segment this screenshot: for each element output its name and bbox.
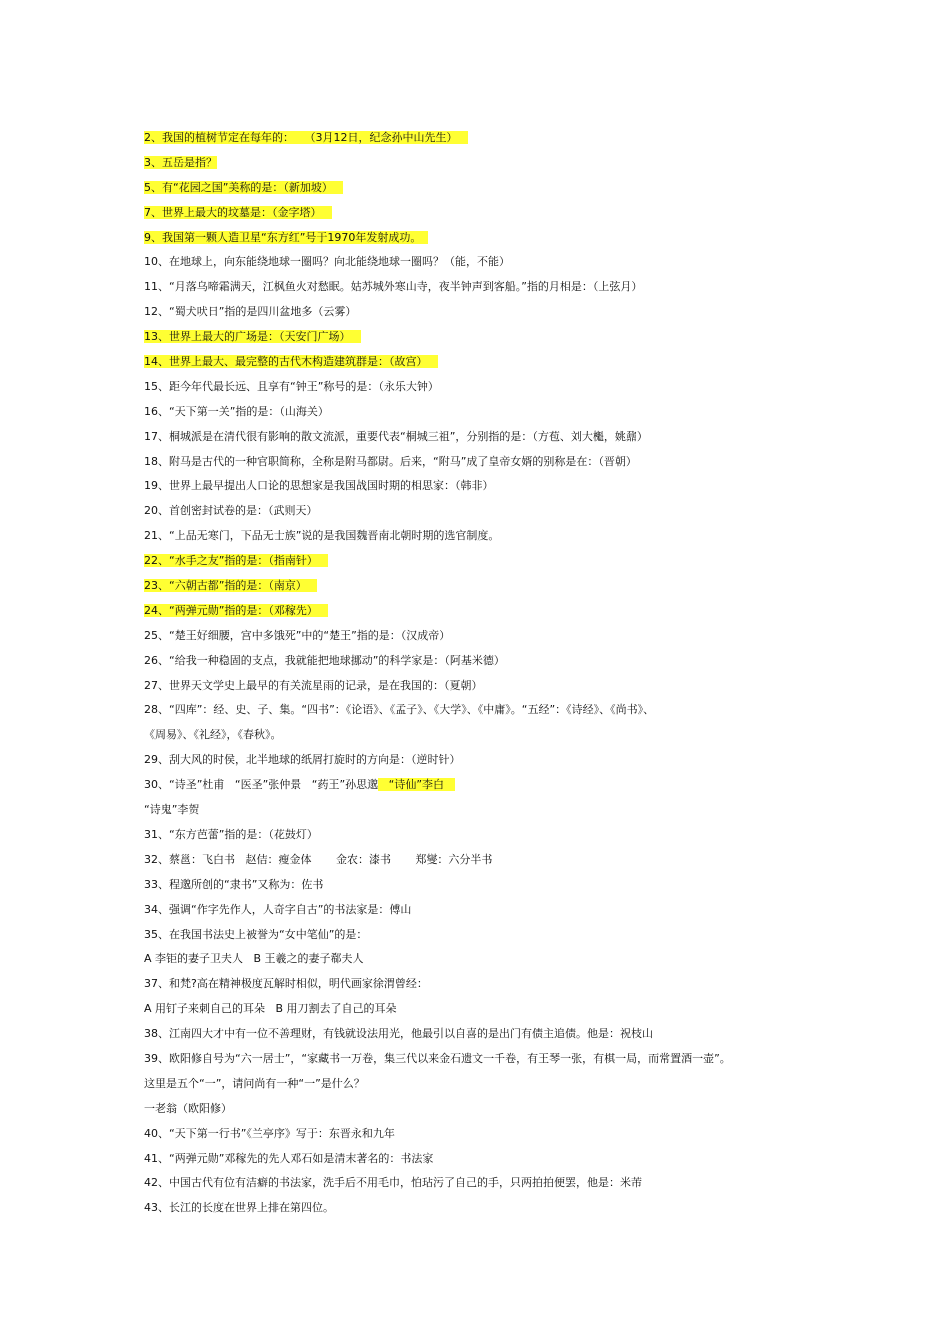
line-text: 9、我国第一颗人造卫星“东方红”号于1970年发射成功。: [144, 230, 429, 244]
line-text: 一老翁（欧阳修）: [144, 1101, 232, 1115]
text-line: [144, 649, 824, 674]
text-line: [144, 425, 824, 450]
line-text: 33、程邈所创的“隶书”又称为：佐书: [144, 877, 324, 891]
text-line: [144, 1147, 824, 1172]
line-text: 43、长江的长度在世界上排在第四位。: [144, 1201, 334, 1215]
text-line: [144, 549, 824, 574]
line-text: 30、“诗圣”杜甫 “医圣”张仲景 “药王”孙思邈: [144, 778, 379, 792]
text-line: [144, 300, 824, 325]
line-text: 11、“月落乌啼霜满天，江枫鱼火对愁眠。姑苏城外寒山寺，夜半钟声到客船。”指的月相是：（上弦月）: [144, 280, 643, 294]
line-text: 14、世界上最大、最完整的古代木构造建筑群是：（故宫）: [144, 355, 438, 369]
text-line: [144, 624, 824, 649]
text-line: [144, 176, 824, 201]
line-text: 24、“两弹元勋”指的是：（邓稼先）: [144, 603, 329, 617]
line-text: 5、有“花园之国”美称的是：（新加坡）: [144, 180, 344, 194]
text-line: [144, 450, 824, 475]
text-line: [144, 151, 824, 176]
text-line: [144, 698, 824, 723]
line-text: 15、距今年代最长远、且享有“钟王”称号的是：（永乐大钟）: [144, 379, 439, 393]
line-text: 10、在地球上，向东能绕地球一圈吗？向北能绕地球一圈吗？（能，不能）: [144, 255, 510, 269]
line-text: 22、“水手之友”指的是：（指南针）: [144, 554, 329, 568]
line-text: 16、“天下第一关”指的是：（山海关）: [144, 404, 329, 418]
document-body: [144, 126, 824, 1221]
text-line: [144, 574, 824, 599]
line-text: 21、“上品无寒门，下品无士族”说的是我国魏晋南北朝时期的选官制度。: [144, 529, 500, 543]
line-text: 这里是五个“一”，请问尚有一种“一”是什么？: [144, 1076, 365, 1090]
line-text: 19、世界上最早提出人口论的思想家是我国战国时期的相思家：（韩非）: [144, 479, 494, 493]
line-text: A 用钉子来刺自己的耳朵 B 用刀割去了自己的耳朵: [144, 1002, 397, 1016]
text-line: [144, 499, 824, 524]
text-line: [144, 947, 824, 972]
text-line: [144, 873, 824, 898]
text-line: [144, 226, 824, 251]
line-text: 39、欧阳修自号为“六一居士”，“家藏书一万卷，集三代以来金石遗文一千卷，有王琴一张，有棋一局，而常置酒一壶”。: [144, 1051, 731, 1065]
line-text: 18、附马是古代的一种官职简称，全称是附马都尉。后来，“附马”成了皇帝女婿的别称是在：（晋朝）: [144, 454, 637, 468]
text-line: [144, 923, 824, 948]
text-line: [144, 1097, 824, 1122]
line-text: 《周易》、《礼经》，《春秋》。: [144, 728, 282, 742]
line-text: 27、世界天文学史上最早的有关流星雨的记录，是在我国的：（夏朝）: [144, 678, 483, 692]
line-text: 20、首创密封试卷的是：（武则天）: [144, 504, 318, 518]
line-text: 34、强调“作字先作人，人奇字自古”的书法家是：傅山: [144, 902, 412, 916]
text-line: [144, 723, 824, 748]
line-text: A 李钜的妻子卫夫人 B 王羲之的妻子郗夫人: [144, 952, 364, 966]
line-text: 40、“天下第一行书”《兰亭序》写于：东晋永和九年: [144, 1126, 395, 1140]
line-text: 37、和梵?高在精神极度瓦解时相似，明代画家徐渭曾经：: [144, 977, 428, 991]
text-line: [144, 674, 824, 699]
line-text: 41、“两弹元勋”邓稼先的先人邓石如是清末著名的：书法家: [144, 1151, 434, 1165]
line-text: 35、在我国书法史上被誉为“女中笔仙”的是：: [144, 927, 368, 941]
line-text: 42、中国古代有位有洁癖的书法家，洗手后不用毛巾，怕玷污了自己的手，只两拍拍便罢，他是：米芾: [144, 1176, 642, 1190]
text-line: [144, 474, 824, 499]
line-text: 31、“东方芭蕾”指的是：（花鼓灯）: [144, 827, 318, 841]
text-line: [144, 1171, 824, 1196]
text-line: [144, 201, 824, 226]
text-line: [144, 1196, 824, 1221]
line-text: “诗鬼”李贺: [144, 803, 200, 817]
line-text: 23、“六朝古都”指的是：（南京）: [144, 579, 318, 593]
text-line: [144, 375, 824, 400]
text-line: [144, 898, 824, 923]
line-text: 38、江南四大才中有一位不善理财，有钱就设法用光，他最引以自喜的是出门有债主追债。他是：祝枝山: [144, 1027, 653, 1041]
text-line: [144, 1072, 824, 1097]
line-text: 28、“四库”：经、史、子、集。“四书”：《论语》、《孟子》、《大学》、《中庸》。“五经”：《诗经》、《尚书》、: [144, 703, 655, 717]
text-line: [144, 524, 824, 549]
line-text: 13、世界上最大的广场是：（天安门广场）: [144, 330, 361, 344]
line-text: 17、桐城派是在清代很有影响的散文流派，重要代表“桐城三祖”，分别指的是：（方苞、刘大櫆，姚鼐）: [144, 429, 648, 443]
text-line: [144, 848, 824, 873]
text-line: [144, 798, 824, 823]
text-line: [144, 997, 824, 1022]
text-line: [144, 823, 824, 848]
text-line: [144, 1047, 824, 1072]
text-line: [144, 250, 824, 275]
line-text: 12、“蜀犬吠日”指的是四川盆地多（云雾）: [144, 305, 357, 319]
line-text: 32、蔡邕：飞白书 赵佶：瘦金体 金农：漆书 郑燮：六分半书: [144, 852, 493, 866]
line-text: 26、“给我一种稳固的支点，我就能把地球挪动”的科学家是：（阿基米德）: [144, 653, 505, 667]
text-line: [144, 350, 824, 375]
line-text: 25、“楚王好细腰，宫中多饿死”中的“楚王”指的是：（汉成帝）: [144, 628, 451, 642]
text-line: [144, 972, 824, 997]
text-line: [144, 275, 824, 300]
line-text-highlight: “诗仙”李白: [378, 778, 455, 792]
text-line: [144, 599, 824, 624]
text-line: [144, 126, 824, 151]
line-text: 29、刮大风的时侯，北半地球的纸屑打旋时的方向是：（逆时针）: [144, 753, 461, 767]
text-line: [144, 773, 824, 798]
text-line: [144, 1022, 824, 1047]
text-line: [144, 325, 824, 350]
line-text: 7、世界上最大的坟墓是：（金字塔）: [144, 205, 332, 219]
text-line: [144, 400, 824, 425]
text-line: [144, 748, 824, 773]
text-line: [144, 1122, 824, 1147]
line-text: 2、我国的植树节定在每年的： （3月12日，纪念孙中山先生）: [144, 131, 468, 144]
line-text: 3、五岳是指？: [144, 155, 217, 169]
